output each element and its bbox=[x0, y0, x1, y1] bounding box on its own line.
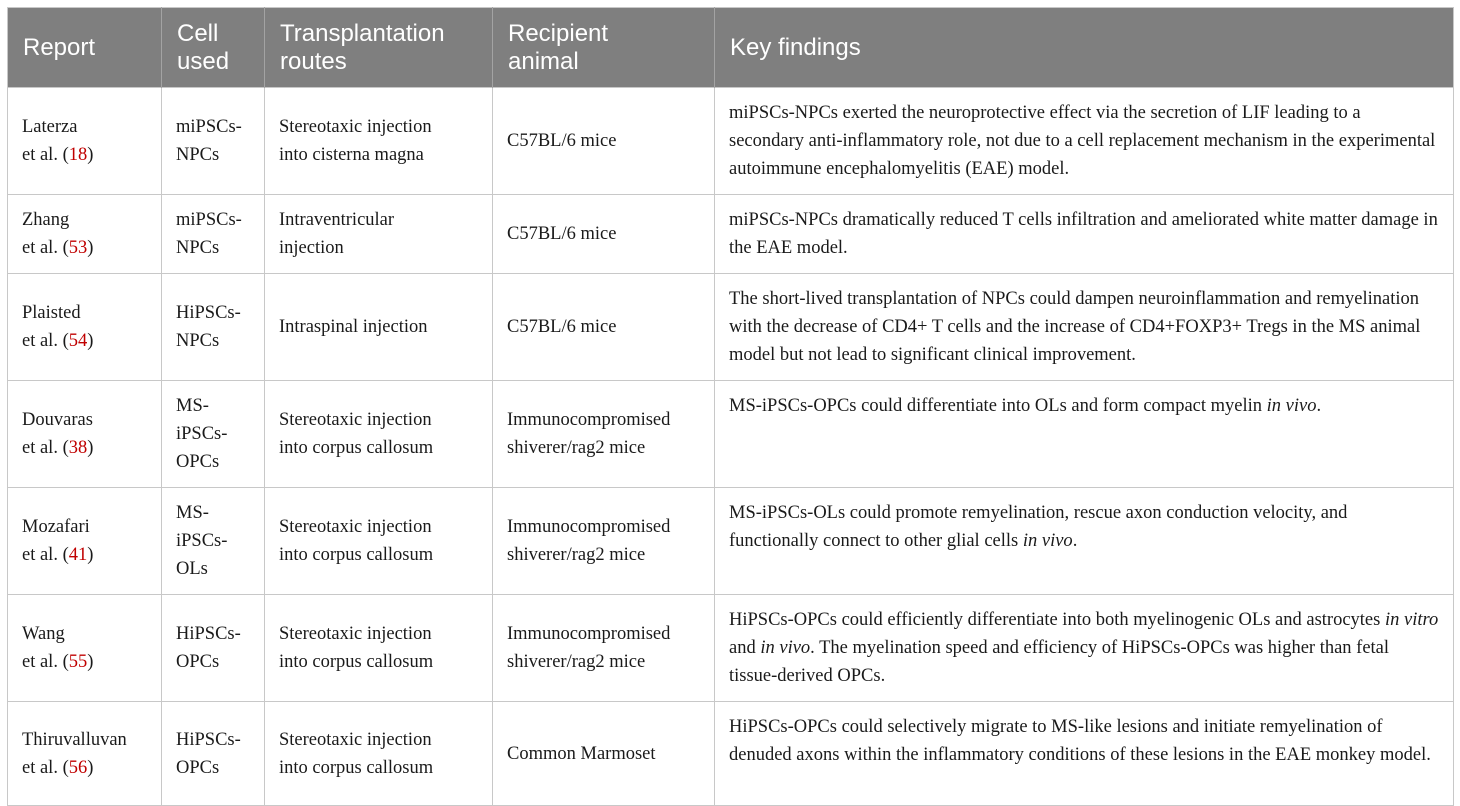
reference-link[interactable]: 18 bbox=[68, 145, 88, 165]
reference-link[interactable]: 41 bbox=[68, 545, 88, 565]
route-cell bbox=[265, 195, 493, 274]
route-cell bbox=[265, 702, 493, 806]
route-line: Stereotaxic injection bbox=[279, 410, 432, 430]
report-citation: et al. (38) bbox=[22, 438, 94, 458]
cell-used-cell bbox=[162, 274, 265, 381]
animal-cell bbox=[493, 274, 715, 381]
cell-used-cell bbox=[162, 195, 265, 274]
report-citation: et al. (18) bbox=[22, 145, 94, 165]
route-line: Intraventricular bbox=[279, 210, 395, 230]
header-recipient-animal: Recipient animal bbox=[493, 8, 715, 88]
report-author: Mozafari bbox=[22, 517, 90, 537]
reference-link[interactable]: 54 bbox=[68, 331, 88, 351]
cell-used-line: iPSCs- bbox=[176, 424, 228, 444]
animal-line: shiverer/rag2 mice bbox=[507, 438, 646, 458]
cell-used-line: MS- bbox=[176, 396, 209, 416]
report-cell bbox=[8, 381, 162, 488]
cell-used-line: HiPSCs- bbox=[176, 729, 241, 750]
cell-used-line: miPSCs- bbox=[176, 117, 242, 137]
cell-used-cell bbox=[162, 702, 265, 806]
cell-used-line: OLs bbox=[176, 559, 208, 579]
header-transplantation-routes: Transplantation routes bbox=[265, 8, 493, 88]
route-cell bbox=[265, 88, 493, 195]
cell-used-line: NPCs bbox=[176, 145, 220, 165]
report-citation: et al. (56) bbox=[22, 757, 94, 778]
animal-line: Immunocompromised bbox=[507, 624, 671, 644]
route-line: injection bbox=[279, 238, 344, 258]
cell-used-line: MS- bbox=[176, 503, 209, 523]
route-line: into corpus callosum bbox=[279, 545, 434, 565]
cell-used-cell bbox=[162, 88, 265, 195]
findings-cell: MS-iPSCs-OPCs could differentiate into OLs and form compact myelin in vivo. bbox=[715, 381, 1454, 488]
report-citation: et al. (41) bbox=[22, 545, 94, 565]
findings-cell: HiPSCs-OPCs could efficiently differentiate into both myelinogenic OLs and astrocytes in vitro and in vivo. The myelination speed and efficiency of HiPSCs-OPCs was higher than fetal tissue-derived OPCs. bbox=[715, 595, 1454, 702]
report-citation: et al. (53) bbox=[22, 238, 94, 258]
animal-cell bbox=[493, 195, 715, 274]
cell-used-line: OPCs bbox=[176, 757, 220, 778]
route-line: Intraspinal injection bbox=[279, 317, 428, 337]
route-line: Stereotaxic injection bbox=[279, 517, 432, 537]
animal-line: C57BL/6 mice bbox=[507, 317, 617, 337]
reference-link[interactable]: 55 bbox=[68, 652, 88, 672]
findings-cell: miPSCs-NPCs exerted the neuroprotective effect via the secretion of LIF leading to a secondary anti-inflammatory role, not due to a cell replacement mechanism in the experimental autoimmune encephalomyelitis (EAE) model. bbox=[715, 88, 1454, 195]
animal-line: Immunocompromised bbox=[507, 410, 671, 430]
animal-cell bbox=[493, 595, 715, 702]
animal-line: Immunocompromised bbox=[507, 517, 671, 537]
route-line: into corpus callosum bbox=[279, 652, 434, 672]
header-cell-used: Cell used bbox=[162, 8, 265, 88]
cell-used-line: miPSCs- bbox=[176, 210, 242, 230]
cell-used-cell bbox=[162, 595, 265, 702]
route-line: Stereotaxic injection bbox=[279, 624, 432, 644]
cell-used-line: OPCs bbox=[176, 652, 220, 672]
report-author: Douvaras bbox=[22, 410, 93, 430]
studies-table bbox=[7, 7, 1454, 806]
animal-line: Common Marmoset bbox=[507, 743, 656, 764]
cell-used-line: NPCs bbox=[176, 238, 220, 258]
animal-line: C57BL/6 mice bbox=[507, 224, 617, 244]
report-author: Laterza bbox=[22, 117, 78, 137]
table-row bbox=[8, 595, 1454, 702]
findings-cell: HiPSCs-OPCs could selectively migrate to MS-like lesions and initiate remyelination of denuded axons within the inflammatory conditions of these lesions in the EAE monkey model. bbox=[715, 702, 1454, 806]
route-cell bbox=[265, 488, 493, 595]
cell-used-line: HiPSCs- bbox=[176, 624, 241, 644]
report-cell bbox=[8, 274, 162, 381]
report-author: Zhang bbox=[22, 210, 70, 230]
animal-cell bbox=[493, 488, 715, 595]
route-line: into cisterna magna bbox=[279, 145, 424, 165]
findings-cell: The short-lived transplantation of NPCs could dampen neuroinflammation and remyelination with the decrease of CD4+ T cells and the increase of CD4+FOXP3+ Tregs in the MS animal model but not lead to significant clinical improvement. bbox=[715, 274, 1454, 381]
report-cell bbox=[8, 488, 162, 595]
report-cell bbox=[8, 702, 162, 806]
animal-cell bbox=[493, 702, 715, 806]
route-line: into corpus callosum bbox=[279, 438, 434, 458]
report-citation: et al. (54) bbox=[22, 331, 94, 351]
table-row bbox=[8, 88, 1454, 195]
report-cell bbox=[8, 595, 162, 702]
animal-cell bbox=[493, 381, 715, 488]
reference-link[interactable]: 53 bbox=[68, 238, 88, 258]
cell-used-line: NPCs bbox=[176, 331, 220, 351]
cell-used-line: OPCs bbox=[176, 452, 220, 472]
route-cell bbox=[265, 381, 493, 488]
report-author: Wang bbox=[22, 624, 65, 644]
header-key-findings: Key findings bbox=[715, 8, 1454, 88]
cell-used-cell bbox=[162, 381, 265, 488]
animal-line: C57BL/6 mice bbox=[507, 131, 617, 151]
report-cell bbox=[8, 88, 162, 195]
table-row bbox=[8, 488, 1454, 595]
report-author: Plaisted bbox=[22, 303, 81, 323]
route-line: Stereotaxic injection bbox=[279, 729, 432, 750]
report-cell bbox=[8, 195, 162, 274]
table-header-row bbox=[8, 8, 1454, 88]
route-line: Stereotaxic injection bbox=[279, 117, 432, 137]
cell-used-line: iPSCs- bbox=[176, 531, 228, 551]
reference-link[interactable]: 38 bbox=[68, 438, 88, 458]
cell-used-line: HiPSCs- bbox=[176, 303, 241, 323]
table-row bbox=[8, 274, 1454, 381]
header-report: Report bbox=[8, 8, 162, 88]
report-citation: et al. (55) bbox=[22, 652, 94, 672]
table-row bbox=[8, 381, 1454, 488]
findings-cell: miPSCs-NPCs dramatically reduced T cells infiltration and ameliorated white matter damage in the EAE model. bbox=[715, 195, 1454, 274]
table-row bbox=[8, 195, 1454, 274]
animal-line: shiverer/rag2 mice bbox=[507, 545, 646, 565]
animal-cell bbox=[493, 88, 715, 195]
route-cell bbox=[265, 595, 493, 702]
route-cell bbox=[265, 274, 493, 381]
cell-used-cell bbox=[162, 488, 265, 595]
reference-link[interactable]: 56 bbox=[68, 757, 88, 778]
animal-line: shiverer/rag2 mice bbox=[507, 652, 646, 672]
report-author: Thiruvalluvan bbox=[22, 729, 127, 750]
route-line: into corpus callosum bbox=[279, 757, 434, 778]
findings-cell: MS-iPSCs-OLs could promote remyelination, rescue axon conduction velocity, and functionally connect to other glial cells in vivo. bbox=[715, 488, 1454, 595]
table-row bbox=[8, 702, 1454, 806]
